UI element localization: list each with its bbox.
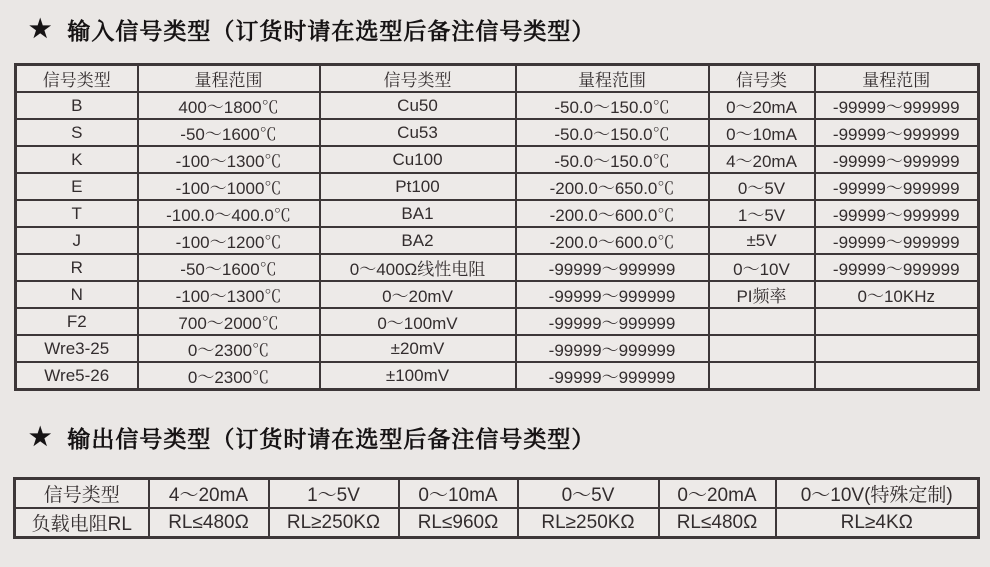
- table-cell: 400～1800℃: [138, 92, 320, 119]
- table-row: [16, 200, 979, 227]
- header-cell: 信号类型: [320, 65, 516, 93]
- table-cell: BA1: [320, 200, 516, 227]
- table-cell: 0～400Ω线性电阻: [320, 254, 516, 281]
- table-cell: -50.0～150.0℃: [516, 146, 709, 173]
- table-cell: -99999～999999: [815, 92, 979, 119]
- table-cell: 0～2300℃: [138, 335, 320, 362]
- table-cell: -99999～999999: [815, 227, 979, 254]
- table-cell: -99999～999999: [516, 254, 709, 281]
- table-cell: RL≤480Ω: [149, 508, 269, 538]
- table-cell: 0～10V: [709, 254, 815, 281]
- table-cell: B: [16, 92, 138, 119]
- table-cell: -200.0～600.0℃: [516, 227, 709, 254]
- table-cell: -99999～999999: [815, 173, 979, 200]
- table-cell: -50.0～150.0℃: [516, 119, 709, 146]
- table-cell: RL≤480Ω: [659, 508, 776, 538]
- table-cell: S: [16, 119, 138, 146]
- table-cell: Wre3-25: [16, 335, 138, 362]
- table-cell: [709, 362, 815, 390]
- header-cell: 信号类型: [16, 65, 138, 93]
- table-cell: [709, 335, 815, 362]
- table-cell: -100～1200℃: [138, 227, 320, 254]
- star-icon: ★: [29, 423, 53, 451]
- table-row: [16, 281, 979, 308]
- table-cell: -100～1000℃: [138, 173, 320, 200]
- table-cell: 0～20mV: [320, 281, 516, 308]
- table-cell: ±20mV: [320, 335, 516, 362]
- table-cell: PI频率: [709, 281, 815, 308]
- header-cell: 1～5V: [269, 479, 399, 509]
- header-cell: 0～5V: [518, 479, 659, 509]
- output-signal-table: [13, 477, 980, 539]
- table-cell: RL≥250KΩ: [269, 508, 399, 538]
- table-cell: -99999～999999: [516, 308, 709, 335]
- output-section-title-text: 输出信号类型（订货时请在选型后备注信号类型）: [67, 426, 596, 452]
- table-row: [16, 308, 979, 335]
- header-row: [16, 65, 979, 93]
- header-cell: 0～20mA: [659, 479, 776, 509]
- table-cell: -200.0～600.0℃: [516, 200, 709, 227]
- table-cell: BA2: [320, 227, 516, 254]
- table-cell: -50.0～150.0℃: [516, 92, 709, 119]
- table-cell: J: [16, 227, 138, 254]
- table-cell: -99999～999999: [516, 281, 709, 308]
- table-cell: RL≥250KΩ: [518, 508, 659, 538]
- table-row: [15, 508, 979, 538]
- table-row: [16, 173, 979, 200]
- input-section-title: [29, 13, 595, 46]
- output-section-title: [29, 421, 595, 454]
- table-cell: Cu100: [320, 146, 516, 173]
- input-signal-table: [14, 63, 980, 391]
- table-cell: 负载电阻RL: [15, 508, 149, 538]
- table-row: [16, 362, 979, 390]
- table-cell: -100.0～400.0℃: [138, 200, 320, 227]
- table-cell: 700～2000℃: [138, 308, 320, 335]
- table-cell: 0～10mA: [709, 119, 815, 146]
- table-cell: R: [16, 254, 138, 281]
- table-cell: 0～10KHz: [815, 281, 979, 308]
- header-cell: 量程范围: [815, 65, 979, 93]
- table-cell: N: [16, 281, 138, 308]
- table-cell: F2: [16, 308, 138, 335]
- table-cell: [815, 335, 979, 362]
- table-cell: 0～5V: [709, 173, 815, 200]
- star-icon: ★: [29, 15, 53, 43]
- table-cell: E: [16, 173, 138, 200]
- table-cell: K: [16, 146, 138, 173]
- table-cell: -99999～999999: [516, 335, 709, 362]
- header-cell: 信号类型: [15, 479, 149, 509]
- table-cell: RL≥4KΩ: [776, 508, 979, 538]
- table-row: [16, 92, 979, 119]
- table-cell: 4～20mA: [709, 146, 815, 173]
- header-cell: 0～10mA: [399, 479, 518, 509]
- header-cell: 0～10V(特殊定制): [776, 479, 979, 509]
- table-cell: RL≤960Ω: [399, 508, 518, 538]
- table-cell: 0～100mV: [320, 308, 516, 335]
- table-cell: -99999～999999: [516, 362, 709, 390]
- table-row: [16, 335, 979, 362]
- table-cell: -99999～999999: [815, 119, 979, 146]
- table-cell: Pt100: [320, 173, 516, 200]
- table-cell: [815, 308, 979, 335]
- table-cell: Cu53: [320, 119, 516, 146]
- table-cell: -99999～999999: [815, 200, 979, 227]
- header-cell: 4～20mA: [149, 479, 269, 509]
- table-cell: -50～1600℃: [138, 119, 320, 146]
- table-cell: -99999～999999: [815, 146, 979, 173]
- table-cell: 1～5V: [709, 200, 815, 227]
- table-cell: -99999～999999: [815, 254, 979, 281]
- table-cell: -100～1300℃: [138, 281, 320, 308]
- header-cell: 量程范围: [138, 65, 320, 93]
- table-cell: ±100mV: [320, 362, 516, 390]
- header-cell: 信号类: [709, 65, 815, 93]
- table-cell: ±5V: [709, 227, 815, 254]
- table-cell: [709, 308, 815, 335]
- table-cell: T: [16, 200, 138, 227]
- table-cell: 0～20mA: [709, 92, 815, 119]
- header-row: [15, 479, 979, 509]
- table-row: [16, 146, 979, 173]
- table-row: [16, 119, 979, 146]
- table-cell: 0～2300℃: [138, 362, 320, 390]
- table-cell: -50～1600℃: [138, 254, 320, 281]
- table-cell: -100～1300℃: [138, 146, 320, 173]
- table-cell: [815, 362, 979, 390]
- header-cell: 量程范围: [516, 65, 709, 93]
- table-row: [16, 227, 979, 254]
- input-section-title-text: 输入信号类型（订货时请在选型后备注信号类型）: [67, 18, 596, 44]
- table-cell: -200.0～650.0℃: [516, 173, 709, 200]
- table-cell: Wre5-26: [16, 362, 138, 390]
- table-cell: Cu50: [320, 92, 516, 119]
- table-row: [16, 254, 979, 281]
